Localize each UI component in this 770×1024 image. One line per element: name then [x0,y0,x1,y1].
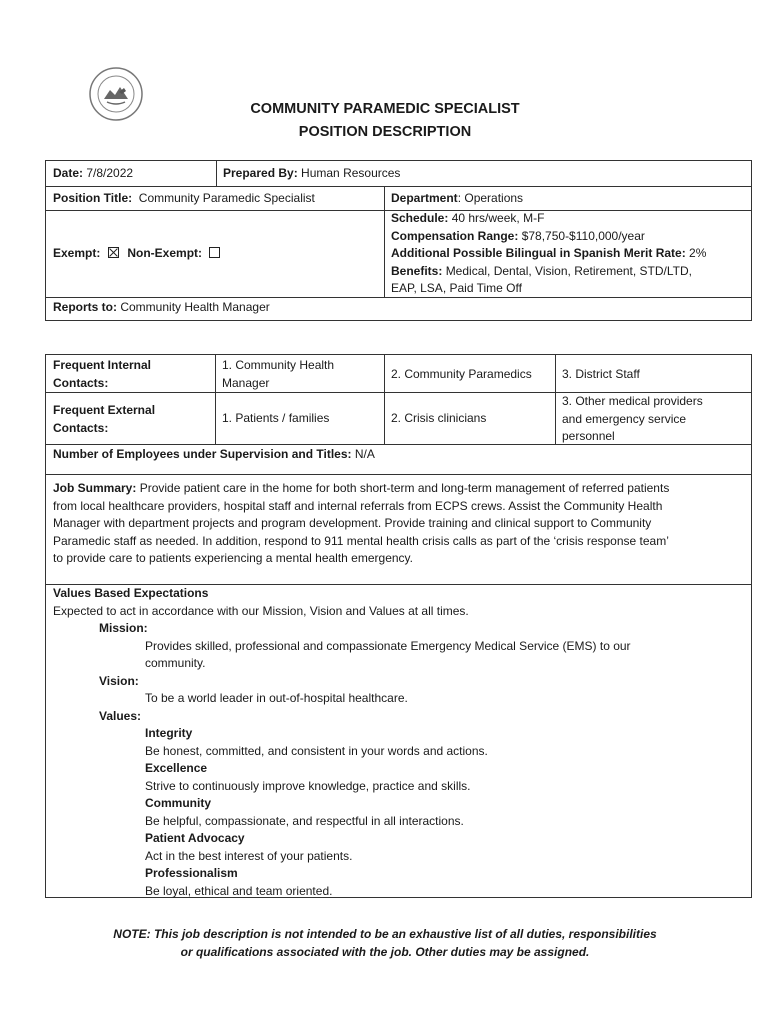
value-item: Community [145,796,211,810]
external-contact-1: 1. Patients / families [222,411,330,425]
compensation-block: Schedule: 40 hrs/week, M-F Compensation Range: $78,750-$110,000/year Additional Possible Bilingual in Spanish Merit Rate: 2% Benefits: Medical, Dental, Vision, Retirement, STD/LTD, EAP, LSA, Paid Time Off [391,211,707,295]
value-item: Integrity [145,726,193,740]
external-contact-2: 2. Crisis clinicians [391,411,487,425]
values-section: Values Based Expectations Expected to act in accordance with our Mission, Vision and Values at all times. Mission: Provides skilled, professional and compassionate Emergency Medical Service (EMS) to our community. Vision: To be a world leader in out-of-hospital healthcare. Values: Integrity Be honest, committed, and consistent in your words and actions. Excellence Strive to continuously improve knowledge, practice and skills. Community Be helpful, compassionate, and respectful in all interactions. Patient Advocacy Act in the best interest of your patients. Professionalism Be loyal, ethical and team oriented. [53,585,753,900]
internal-contacts-label: Frequent Internal Contacts: [53,358,152,390]
internal-contact-1: 1. Community Health Manager [222,358,335,390]
external-contact-3: 3. Other medical providers and emergency service personnel [562,394,703,443]
non-exempt-checkbox[interactable] [209,247,220,258]
page-title: COMMUNITY PARAMEDIC SPECIALIST [250,101,520,117]
job-summary: Job Summary: Provide patient care in the home for both short-term and long-term management of referred patients from local healthcare providers, hospital staff and internal referrals from ECPS crews. Assist the Community Health Manager with department projects and program development. Provide training and clinical support to Community Paramedic staff as needed. In addition, respond to 911 mental health crisis calls as part of the ‘crisis response team’ to provide care to patients experiencing a mental health emergency. [53,481,670,565]
disclaimer-note-line2: or qualifications associated with the job. Other duties may be assigned. [180,945,590,959]
date-field: Date: 7/8/2022 [53,166,134,180]
internal-contact-2: 2. Community Paramedics [391,367,532,381]
exempt-status: Exempt: Non-Exempt: [53,245,222,263]
value-item: Professionalism [145,866,238,880]
external-contacts-label: Frequent External Contacts: [53,403,156,435]
internal-contact-3: 3. District Staff [562,367,640,381]
value-item: Excellence [145,761,208,775]
position-title-field: Position Title: Community Paramedic Specialist [53,191,315,205]
page-subtitle: POSITION DESCRIPTION [298,124,472,140]
exempt-checkbox[interactable] [108,247,119,258]
supervision-field: Number of Employees under Supervision and Titles: N/A [53,447,375,461]
department-field: Department: Operations [391,191,524,205]
prepared-by-field: Prepared By: Human Resources [223,166,401,180]
disclaimer-note-line1: NOTE: This job description is not intended to be an exhaustive list of all duties, responsibilities [113,927,657,941]
value-item: Patient Advocacy [145,831,245,845]
reports-to-field: Reports to: Community Health Manager [53,300,270,314]
